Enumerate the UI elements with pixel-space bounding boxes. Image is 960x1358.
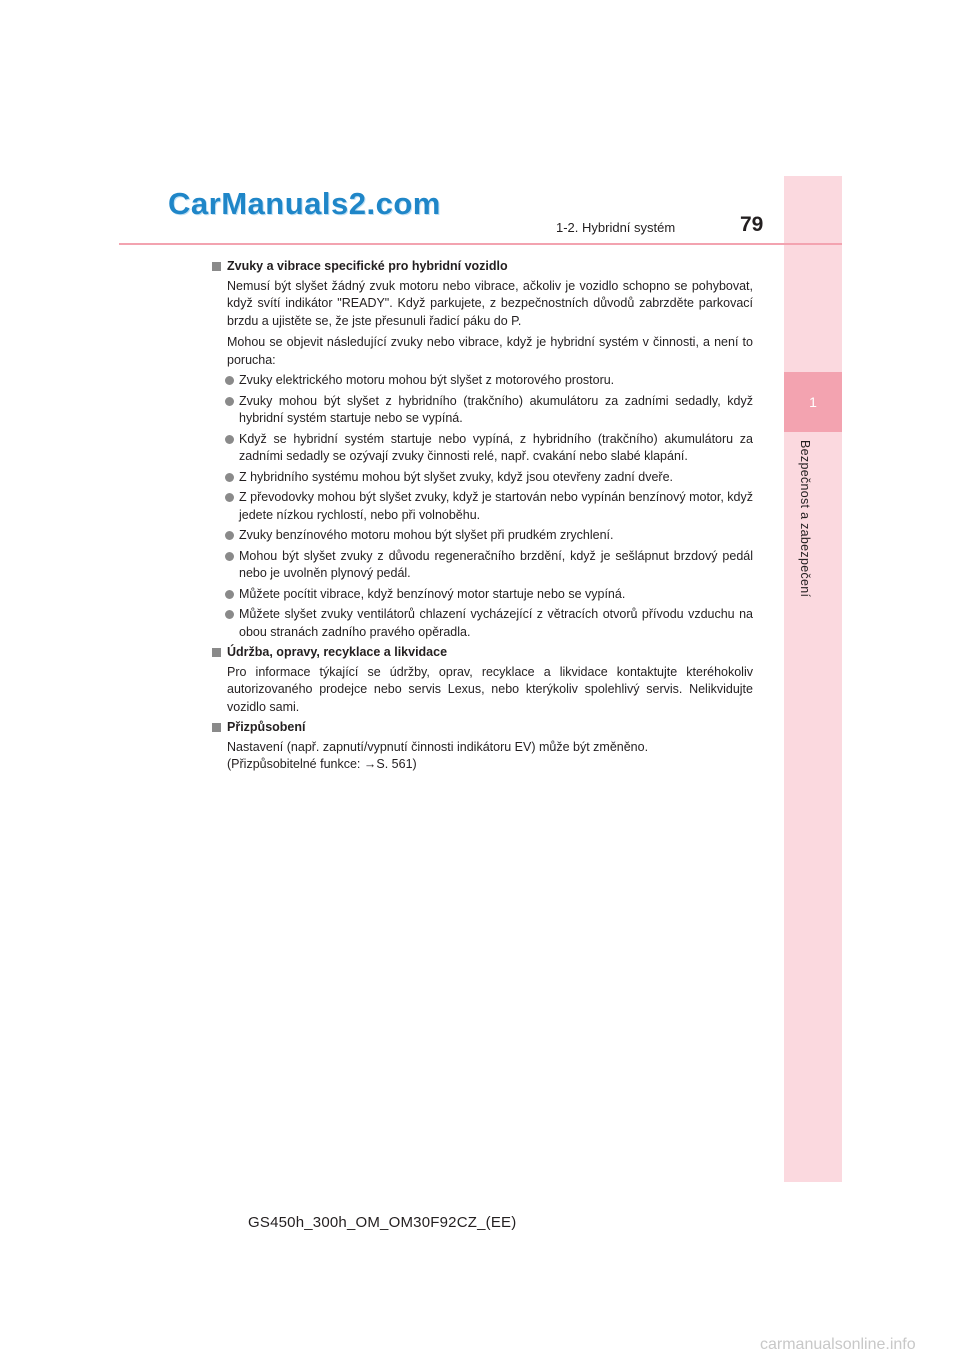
paragraph: Pro informace týkající se údržby, oprav, recyklace a likvidace kontaktujte kteréhokoliv autorizovaného prodejce nebo servis Lexus, nebo kterýkoliv spolehlivý servis. Nelikvidujte vozidlo sami. [227, 664, 753, 714]
circle-bullet-icon [225, 552, 234, 561]
header-divider [119, 243, 842, 245]
section-title: 1-2. Hybridní systém [556, 220, 676, 235]
paragraph: Nastavení (např. zapnutí/vypnutí činnosti indikátoru EV) může být změněno. [227, 739, 649, 754]
chapter-number: 1 [784, 372, 842, 432]
list-item: Z hybridního systému mohou být slyšet zvuky, když jsou otevřeny zadní dveře. [211, 469, 753, 487]
site-watermark[interactable]: carmanualsonline.info [760, 1336, 916, 1353]
section-heading: Údržba, opravy, recyklace a likvidace [211, 644, 753, 662]
list-item: Když se hybridní systém startuje nebo vypíná, z hybridního (trakčního) akumulátoru za zadními sedadly se ozývají zvuky činnosti relé, např. cvakání nebo slabé klapání. [211, 431, 753, 466]
circle-bullet-icon [225, 435, 234, 444]
page-content [211, 256, 753, 774]
paragraph: Nemusí být slyšet žádný zvuk motoru nebo vibrace, ačkoliv je vozidlo schopno se pohybovat, když svítí indikátor "READY". Když parkujete, z bezpečnostních důvodů zabrzděte parkovací brzdu a ujistěte se, že jste přesunuli řadicí páku do P. [227, 278, 753, 328]
list-item: Zvuky mohou být slyšet z hybridního (trakčního) akumulátoru za zadními sedadly, když hybridní systém startuje nebo se vypíná. [211, 393, 753, 428]
list-item: Zvuky benzínového motoru mohou být slyšet při prudkém zrychlení. [211, 527, 753, 545]
chapter-side-tab [784, 176, 842, 1182]
square-bullet-icon [212, 648, 221, 657]
circle-bullet-icon [225, 590, 234, 599]
circle-bullet-icon [225, 376, 234, 385]
circle-bullet-icon [225, 397, 234, 406]
watermark-logo[interactable]: CarManuals2.com [168, 186, 441, 221]
chapter-label: Bezpečnost a zabezpečení [798, 440, 812, 598]
paragraph: (Přizpůsobitelné funkce: →S. 561) [227, 757, 417, 771]
list-item: Můžete pocítit vibrace, když benzínový motor startuje nebo se vypíná. [211, 586, 753, 604]
square-bullet-icon [212, 262, 221, 271]
square-bullet-icon [212, 723, 221, 732]
circle-bullet-icon [225, 473, 234, 482]
list-item: Z převodovky mohou být slyšet zvuky, když je startován nebo vypínán benzínový motor, když jedete nízkou rychlostí, nebo při volnoběhu. [211, 489, 753, 524]
page-number: 79 [740, 213, 764, 236]
paragraph: Mohou se objevit následující zvuky nebo vibrace, když je hybridní systém v činnosti, a není to porucha: [227, 335, 753, 367]
circle-bullet-icon [225, 531, 234, 540]
list-item: Mohou být slyšet zvuky z důvodu regeneračního brzdění, když je sešlápnut brzdový pedál nebo je uvolněn plynový pedál. [211, 548, 753, 583]
document-code-footer: GS450h_300h_OM_OM30F92CZ_(EE) [248, 1214, 517, 1231]
list-item: Můžete slyšet zvuky ventilátorů chlazení vycházející z větracích otvorů přívodu vzduchu na obou stranách zadního pravého opěradla. [211, 606, 753, 641]
section-heading: Přizpůsobení [211, 719, 753, 737]
list-item: Zvuky elektrického motoru mohou být slyšet z motorového prostoru. [211, 372, 753, 390]
section-heading: Zvuky a vibrace specifické pro hybridní vozidlo [211, 258, 753, 276]
circle-bullet-icon [225, 493, 234, 502]
circle-bullet-icon [225, 610, 234, 619]
